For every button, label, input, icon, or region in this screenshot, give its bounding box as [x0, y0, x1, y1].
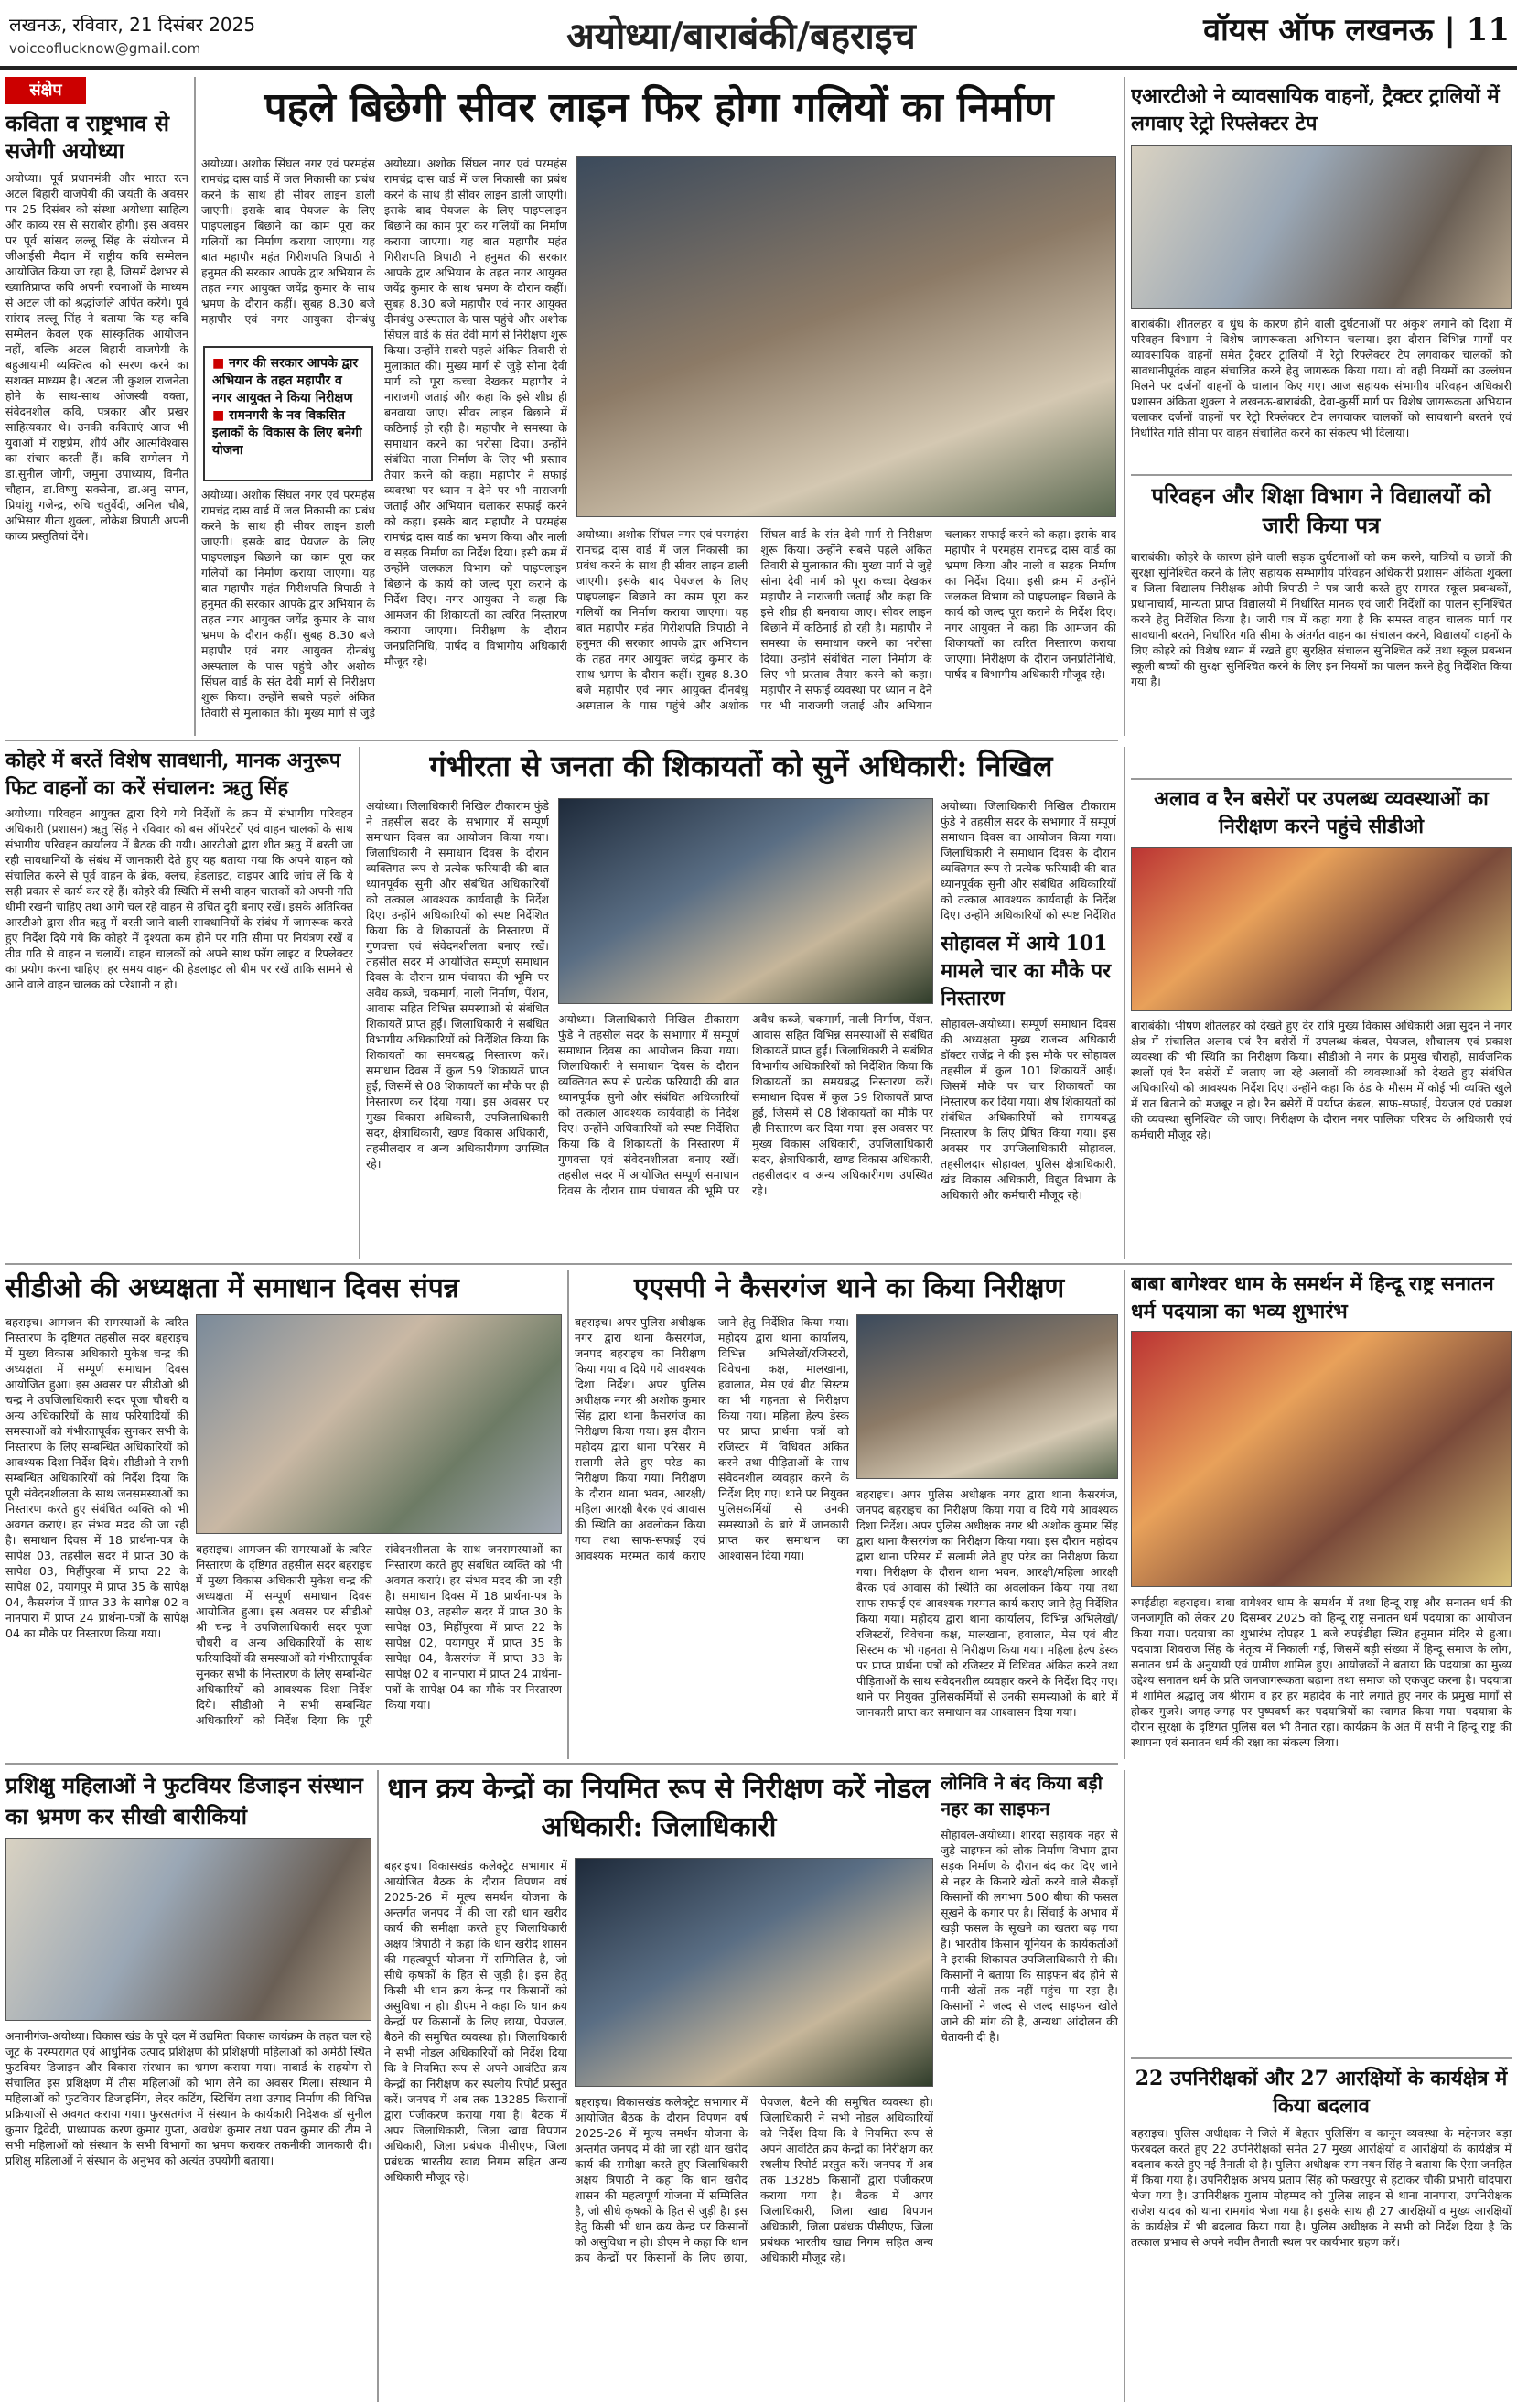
- s9-body-b: बहराइच। आमजन की समस्याओं के त्वरित निस्तारण के दृष्टिगत तहसील सदर बहराइच में मुख्य विकास अधिकारी मुकेश चन्द्र की अध्यक्षता में सम्पूर्ण समाधान दिवस आयोजित हुआ। इस अवसर पर सीडीओ श्री चन्द्र ने उपजिलाधिकारी सदर पूजा चौधरी व अन्य अधिकारियों के साथ फरियादियों की समस्याओं को गंभीरतापूर्वक सुनकर सभी के निस्तारण के लिए सम्बन्धित अधिकारियों को आवश्यक दिशा निर्देश दिये। सीडीओ ने सभी सम्बन्धित अधिकारियों को निर्देश दिया कि पूरी संवेदनशीलता के साथ जनसमस्याओं का निस्तारण करते हुए संबंधित व्यक्ति को भी अवगत कराएं। हर संभव मदद की जा रही है। समाधान दिवस में 18 प्रार्थना-पत्र के सापेक्ष 03, तहसील सदर में प्राप्त 30 के सापेक्ष 03, मिहींपुरवा में प्राप्त 22 के सापेक्ष 02, पयागपुर में प्राप्त 35 के सापेक्ष 04, कैसरगंज में प्राप्त 33 के सापेक्ष 02 व नानपारा में प्राप्त 24 प्रार्थना-पत्रों के सापेक्ष 04 का मौके पर निस्तारण किया गया।: [196, 1542, 562, 1727]
- masthead-dateline: [9, 13, 284, 60]
- s14-headline: धान क्रय केन्द्रों का नियमित रूप से निरीक्षण करें नोडल अधिकारी: जिलाधिकारी: [387, 1773, 931, 1843]
- divider: [1124, 1770, 1125, 2402]
- s2-highlight-1: ■ नगर की सरकार आपके द्वार अभियान के तहत महापौर व नगर आयुक्त ने किया निरीक्षण: [212, 355, 364, 407]
- police-station-photo: [856, 1314, 1118, 1479]
- s2-body-a: अयोध्या। अशोक सिंघल नगर एवं परमहंस रामचंद्र दास वार्ड में जल निकासी का प्रबंध करने के साथ ही सीवर लाइन डाली जाएगी। इसके बाद पेयजल के लिए पाइपलाइन बिछाने का काम पूरा कर गलियों का निर्माण कराया जाएगा। यह बात महापौर महंत गिरीशपति त्रिपाठी ने हनुमत की सरकार आपके द्वार अभियान के तहत नगर आयुक्त जयेंद्र कुमार के साथ भ्रमण के दौरान कहीं। सुबह 8.30 बजे महापौर एवं नगर आयुक्त दीनबंधु: [201, 157, 375, 326]
- s2-headline: पहले बिछेगी सीवर लाइन फिर होगा गलियों का निर्माण: [264, 84, 1054, 131]
- paddy-meeting-photo: [575, 1858, 933, 2087]
- s6-body-a: अयोध्या। जिलाधिकारी निखिल टीकाराम फुंडे ने तहसील सदर के सभागार में सम्पूर्ण समाधान दिवस का आयोजन किया गया। जिलाधिकारी ने समाधान दिवस के दौरान व्यक्तिगत रूप से प्रत्येक फरियादी की बात ध्यानपूर्वक सुनी और संबंधित अधिकारियों को तत्काल आवश्यक कार्यवाही के निर्देश दिए। उन्होंने अधिकारियों को स्पष्ट निर्देशित किया कि वे शिकायतों के निस्तारण में गुणवत्ता एवं संवेदनशीलता बनाए रखें। तहसील सदर में आयोजित सम्पूर्ण समाधान दिवस के दौरान ग्राम पंचायत की भूमि पर अवैध कब्जे, चकमार्ग, नाली निर्माण, पेंशन, आवास सहित विभिन्न समस्याओं से संबंधित शिकायतें प्राप्त हुईं। जिलाधिकारी ने सबंधित विभागीय अधिकारियों को निर्देशित किया कि शिकायतों का समयबद्ध निस्तारण करें। समाधान दिवस में कुल 59 शिकायतें प्राप्त हुईं, जिसमें से 08 शिकायतों का मौके पर ही निस्तारण कर दिया गया। इस अवसर पर मुख्य विकास अधिकारी, उपजिलाधिकारी सदर, क्षेत्राधिकारी, खण्ड विकास अधिकारी, तहसीलदार व अन्य अधिकारीगण उपस्थित रहे।: [366, 799, 549, 1171]
- s4-body: बाराबंकी। कोहरे के कारण होने वाली सड़क दुर्घटनाओं को कम करने, यात्रियों व छात्रों की सुरक्षा सुनिश्चित करने के लिए सहायक सम्भागीय परिवहन अधिकारी प्रशासन अंकिता शुक्ला व जिला विद्यालय निरीक्षक ओपी त्रिपाठी ने पत्र जारी करते हुए समस्त स्कूल प्रबन्धकों, प्रधानाचार्य, मान्यता प्राप्त विद्यालयों में निर्धारित मानक एवं जारी निर्देशों का पालन सुनिश्चित करने हेतु निर्देशित किया है। जारी पत्र में कहा गया है कि समस्त वाहन चालक मार्ग पर सावधानी बरतने, निर्धारित गति सीमा के अंतर्गत वाहन का संचालन करने, विद्यालयों वाहनों के लिए कोहरे को विशेष ध्यान में रखते हुए सुरक्षित संचालन सुनिश्चित करें तथा स्कूल प्रबन्धन स्कूली बच्चों की सुरक्षा सुनिश्चित करने के लिए इन नियमों का पालन करने हेतु निर्देशित किया गया है।: [1131, 550, 1512, 688]
- s2-highlight-box: [203, 346, 373, 481]
- s6-headline: गंभीरता से जनता की शिकायतों को सुनें अधिकारी: निखिल: [429, 749, 1053, 783]
- divider: [377, 1770, 379, 2402]
- s15-headline: 22 उपनिरीक्षकों और 27 आरक्षियों के कार्यक्षेत्र में किया बदलाव: [1135, 2067, 1508, 2118]
- divider: [359, 747, 360, 1259]
- divider: [1124, 747, 1125, 1259]
- divider: [1124, 1270, 1125, 1759]
- s2-highlight-2: ■ रामनगरी के नव विकसित इलाकों के विकास के लिए बनेगी योजना: [212, 407, 364, 459]
- s13-body: अमानीगंज-अयोध्या। विकास खंड के पूरे दल में उद्यमिता विकास कार्यक्रम के तहत चल रहे जूट के परम्परागत एवं आधुनिक उत्पाद प्रशिक्षण की प्रशिक्षणी महिलाओं को अमेठी स्थित फुटवियर डिजाइन और विकास संस्थान का भ्रमण कराया गया। नाबार्ड के सहयोग से संचालित इस प्रशिक्षण में तीस महिलाओं को भाग लेने का अवसर मिला। संस्थान में महिलाओं को फुटवियर डिजाइनिंग, लेदर कटिंग, स्टिचिंग तथा उत्पाद निर्माण की विभिन्न प्रक्रियाओं से अवगत कराया गया। फुरसतगंज में संस्थान के कार्यकारी निदेशक डॉ सुनील कुमार द्विवेदी, प्राध्यापक करण कुमार गुप्ता, अवधेश कुमार तथा पवन कुमार की टीम ने सभी महिलाओं को संस्थान के सभी विभागों का भ्रमण कराकर तकनीकी जानकारी दी। प्रशिक्षु महिलाओं ने संस्थान के अनुभव को अत्यंत उपयोगी बताया।: [5, 2029, 371, 2167]
- divider: [5, 1263, 1512, 1265]
- vehicle-photo: [1131, 145, 1512, 309]
- s15-body: बहराइच। पुलिस अधीक्षक ने जिले में बेहतर पुलिसिंग व कानून व्यवस्था के मद्देनजर बड़ा फेरबदल करते हुए 22 उपनिरीक्षकों समेत 27 मुख्य आरक्षियों व आरक्षियों के कार्यक्षेत्र में बदलाव करते हुए नई तैनाती दी है। पुलिस अधीक्षक राम नयन सिंह ने बताया कि ऐसा जनहित में किया गया है। उपनिरीक्षक अभय प्रताप सिंह को फखरपुर से हटाकर चौकी प्रभारी चांदपारा भेजा गया है। उपनिरीक्षक गुलाम मोहम्मद को पुलिस लाइन से थाना नानपारा, उपनिरीक्षक राजेश यादव को थाना रामगांव भेजा गया है। इसके साथ ही 27 आरक्षियों व मुख्य आरक्षियों के कार्यक्षेत्र में भी बदलाव किया गया है। पुलिस अधीक्षक ने सभी को निर्देश दिया है कि तत्काल प्रभाव से अपने नवीन तैनाती स्थल पर कार्यभार ग्रहण करें।: [1131, 2126, 1512, 2249]
- brand-name: वॉयस ऑफ लखनऊ: [1203, 12, 1434, 49]
- email-address: voiceoflucknow@gmail.com: [9, 40, 201, 57]
- s7-headline: सोहावल में आये 101 मामले चार का मौके पर निस्तारण: [941, 932, 1112, 1010]
- section-title: अयोध्या/बाराबंकी/बहराइच: [566, 15, 916, 58]
- divider: [567, 1270, 569, 1759]
- s5-headline: कोहरे में बरतें विशेष सावधानी, मानक अनुरूप फिट वाहनों का करें संचालन: ऋतु सिंह: [5, 749, 341, 800]
- s2-body-c: अयोध्या। अशोक सिंघल नगर एवं परमहंस रामचंद्र दास वार्ड में जल निकासी का प्रबंध करने के साथ ही सीवर लाइन डाली जाएगी। इसके बाद पेयजल के लिए पाइपलाइन बिछाने का काम पूरा कर गलियों का निर्माण कराया जाएगा। यह बात महापौर महंत गिरीशपति त्रिपाठी ने हनुमत की सरकार आपके द्वार अभियान के तहत नगर आयुक्त जयेंद्र कुमार के साथ भ्रमण के दौरान कहीं। सुबह 8.30 बजे महापौर एवं नगर आयुक्त दीनबंधु अस्पताल के पास पहुंचे और अशोक सिंघल वार्ड के संत देवी मार्ग से निरीक्षण शुरू किया। उन्होंने सबसे पहले अंकित तिवारी से मुलाकात की। मुख्य मार्ग से जुड़े सोना देवी मार्ग को पूरा कच्चा देखकर महापौर ने नाराजगी जताई और कहा कि इसे शीघ्र ही बनवाया जाए। सीवर लाइन बिछाने में कठिनाई हो रही है। महापौर ने समस्या के समाधान करने का भरोसा दिया। उन्होंने संबंधित नाला निर्माण के लिए भी प्रस्ताव तैयार करने को कहा। महापौर ने सफाई व्यवस्था पर ध्यान न देने पर भी नाराजगी जताई और अभियान चलाकर सफाई करने को कहा। इसके बाद महापौर ने परमहंस रामचंद्र दास वार्ड का भ्रमण किया और नाली व सड़क निर्माण का निर्देश दिया। इसी क्रम में उन्होंने जलकल विभाग को पाइपलाइन बिछाने के कार्य को जल्द पूरा कराने के निर्देश दिए। नगर आयुक्त ने कहा कि आमजन की शिकायतों का त्वरित निस्तारण कराया जाएगा। निरीक्षण के दौरान जनप्रतिनिधि, पार्षद व विभागीय अधिकारी मौजूद रहे।: [384, 157, 567, 668]
- divider: [5, 740, 1118, 741]
- inspection-photo: [576, 156, 1116, 517]
- s10-body-b: बहराइच। अपर पुलिस अधीक्षक नगर द्वारा थाना कैसरगंज, जनपद बहराइच का निरीक्षण किया गया व दिये गये आवश्यक दिशा निर्देश। अपर पुलिस अधीक्षक नगर श्री अशोक कुमार सिंह द्वारा थाना कैसरगंज का निरीक्षण किया गया। इस दौरान महोदय द्वारा थाना परिसर में सलामी लेते हुए परेड का निरीक्षण किया गया। निरीक्षण के दौरान थाना भवन, आरक्षी/महिला आरक्षी बैरक एवं आवास की स्थिति का अवलोकन किया गया तथा साफ-सफाई एवं आवश्यक मरम्मत कार्य कराए जाने हेतु निर्देशित किया गया। महोदय द्वारा थाना कार्यालय, विभिन्न अभिलेखों/रजिस्टरों, विवेचना कक्ष, मालखाना, हवालात, मेस एवं बीट सिस्टम का भी गहनता से निरीक्षण किया गया। महिला हेल्प डेस्क पर प्राप्त प्रार्थना पत्रों को रजिस्टर में विधिवत अंकित करने तथा पीड़िताओं के साथ संवेदनशील व्यवहार करने के निर्देश दिए गए। थाने पर नियुक्त पुलिसकर्मियों से उनकी समस्याओं के बारे में जानकारी प्राप्त कर समाधान का आश्वासन दिया गया।: [856, 1487, 1118, 1719]
- s9-headline: सीडीओ की अध्यक्षता में समाधान दिवस संपन्न: [5, 1272, 459, 1304]
- divider: [5, 1763, 1118, 1765]
- training-women-photo: [5, 1838, 371, 2021]
- s2-body-b: अयोध्या। अशोक सिंघल नगर एवं परमहंस रामचंद्र दास वार्ड में जल निकासी का प्रबंध करने के साथ ही सीवर लाइन डाली जाएगी। इसके बाद पेयजल के लिए पाइपलाइन बिछाने का काम पूरा कर गलियों का निर्माण कराया जाएगा। यह बात महापौर महंत गिरीशपति त्रिपाठी ने हनुमत की सरकार आपके द्वार अभियान के तहत नगर आयुक्त जयेंद्र कुमार के साथ भ्रमण के दौरान कहीं। सुबह 8.30 बजे महापौर एवं नगर आयुक्त दीनबंधु अस्पताल के पास पहुंचे और अशोक सिंघल वार्ड के संत देवी मार्ग से निरीक्षण शुरू किया। उन्होंने सबसे पहले अंकित तिवारी से मुलाकात की। मुख्य मार्ग से जुड़े: [201, 488, 375, 719]
- s1-body: अयोध्या। पूर्व प्रधानमंत्री और भारत रत्न अटल बिहारी वाजपेयी की जयंती के अवसर पर 25 दिसंबर को संस्था अयोध्या साहित्य और काव्य रस से सराबोर होगी। इस अवसर पर पूर्व सांसद लल्लू सिंह के संयोजन में जीआईसी मैदान में राष्ट्रीय कवि सम्मेलन आयोजित किया जा रहा है, जिसमें देशभर से ख्यातिप्राप्त कवि अपनी रचनाओं के माध्यम से अटल जी को श्रद्धांजलि अर्पित करेंगे। पूर्व सांसद लल्लू सिंह ने बताया कि यह कवि सम्मेलन केवल एक सांस्कृतिक आयोजन नहीं, बल्कि अटल बिहारी वाजपेयी के बहुआयामी व्यक्तित्व को स्मरण करने का सशक्त माध्यम है। अटल जी कुशल राजनेता होने के साथ-साथ ओजस्वी वक्ता, संवेदनशील कवि, पत्रकार और प्रखर साहित्यकार थे। उनकी कविताएं आज भी युवाओं में राष्ट्रप्रेम, शौर्य और आत्मविश्वास का संचार करती हैं। कवि सम्मेलन में डा.सुनील जोगी, जमुना उपाध्याय, विनीत चौहान, डा.विष्णु सक्सेना, डा.अनु सपन, प्रियांशु गजेन्द्र, रुचि चतुर्वेदी, अनिल चौबे, अभिसार गीता शुक्ला, लोकेश त्रिपाठी अपनी काव्य प्रस्तुतियां देंगे।: [5, 171, 188, 543]
- meeting-photo: [558, 798, 933, 1004]
- s10-headline: एएसपी ने कैसरगंज थाने का किया निरीक्षण: [633, 1272, 1065, 1304]
- samadhan-diwas-photo: [196, 1314, 562, 1534]
- page-number: 11: [1466, 12, 1510, 49]
- s8-body: बाराबंकी। भीषण शीतलहर को देखते हुए देर रात्रि मुख्य विकास अधिकारी अन्ना सुदन ने नगर क्षेत्र में संचालित अलाव एवं रैन बसेरों में उपलब्ध कंबल, पेयजल, शौचालय एवं प्रकाश व्यवस्था की भी स्थिति का निरीक्षण किया। सीडीओ ने नगर के प्रमुख चौराहों, सार्वजनिक स्थलों एवं रैन बसेरों में जलाए जा रहे अलावों की व्यवस्थाओं को देखते हुए संबंधित अधिकारियों को आवश्यक निर्देश दिए। उन्होंने कहा कि ठंड के मौसम में कोई भी व्यक्ति खुले में रात बिताने को मजबूर न हो। रैन बसेरों में पर्याप्त कंबल, साफ-सफाई, पेयजल एवं प्रकाश की व्यवस्था सुनिश्चित की जाए। निरीक्षण के दौरान नगर पालिका परिषद के अधिकारी एवं कर्मचारी मौजूद रहे।: [1131, 1019, 1512, 1141]
- divider: [1131, 2057, 1512, 2059]
- s13-headline: प्रशिक्षु महिलाओं ने फुटवियर डिजाइन संस्थान का भ्रमण कर सीखी बारीकियां: [5, 1772, 363, 1830]
- padyatra-photo: [1131, 1331, 1512, 1587]
- s14-body-b: बहराइच। विकासखंड कलेक्ट्रेट सभागार में आयोजित बैठक के दौरान विपणन वर्ष 2025-26 में मूल्य समर्थन योजना के अन्तर्गत जनपद में की जा रही धान खरीद कार्य की समीक्षा करते हुए जिलाधिकारी अक्षय त्रिपाठी ने कहा कि धान खरीद शासन की महत्वपूर्ण योजना में सम्मिलित है, जो सीधे कृषकों के हित से जुड़ी है। इस हेतु किसी भी धान क्रय केन्द्र पर किसानों को असुविधा न हो। डीएम ने कहा कि धान क्रय केन्द्रों पर किसानों के लिए छाया, पेयजल, बैठने की समुचित व्यवस्था हो। जिलाधिकारी ने सभी नोडल अधिकारियों को निर्देश दिया कि वे नियमित रूप से अपने आवंटित क्रय केन्द्रों का निरीक्षण कर स्थलीय रिपोर्ट प्रस्तुत करें। जनपद में अब तक 13285 किसानों द्वारा पंजीकरण कराया गया है। बैठक में अपर जिलाधिकारी, जिला खाद्य विपणन अधिकारी, जिला प्रबंधक पीसीएफ, जिला प्रबंधक भारतीय खाद्य निगम सहित अन्य अधिकारी मौजूद रहे।: [575, 2095, 933, 2264]
- s6-body-b: अयोध्या। जिलाधिकारी निखिल टीकाराम फुंडे ने तहसील सदर के सभागार में सम्पूर्ण समाधान दिवस का आयोजन किया गया। जिलाधिकारी ने समाधान दिवस के दौरान व्यक्तिगत रूप से प्रत्येक फरियादी की बात ध्यानपूर्वक सुनी और संबंधित अधिकारियों को तत्काल आवश्यक कार्यवाही के निर्देश दिए। उन्होंने अधिकारियों को स्पष्ट निर्देशित किया कि वे शिकायतों के निस्तारण में गुणवत्ता एवं संवेदनशीलता बनाए रखें। तहसील सदर में आयोजित सम्पूर्ण समाधान दिवस के दौरान ग्राम पंचायत की भूमि पर अवैध कब्जे, चकमार्ग, नाली निर्माण, पेंशन, आवास सहित विभिन्न समस्याओं से संबंधित शिकायतें प्राप्त हुईं। जिलाधिकारी ने सबंधित विभागीय अधिकारियों को निर्देशित किया कि शिकायतों का समयबद्ध निस्तारण करें। समाधान दिवस में कुल 59 शिकायतें प्राप्त हुईं, जिसमें से 08 शिकायतों का मौके पर ही निस्तारण कर दिया गया। इस अवसर पर मुख्य विकास अधिकारी, उपजिलाधिकारी सदर, क्षेत्राधिकारी, खण्ड विकास अधिकारी, तहसीलदार व अन्य अधिकारीगण उपस्थित रहे।: [558, 1012, 933, 1197]
- s11-headline: लोनिवि ने बंद किया बड़ी नहर का साइफन: [941, 1772, 1103, 1819]
- s3-headline: एआरटीओ ने व्यावसायिक वाहनों, ट्रैक्टर ट्रालियों में लगवाए रेट्रो रिफ्लेक्टर टेप: [1131, 84, 1500, 135]
- divider: [1124, 77, 1125, 736]
- divider: [1131, 778, 1512, 780]
- header-rule: [0, 66, 1517, 70]
- s10-body-a: बहराइच। अपर पुलिस अधीक्षक नगर द्वारा थाना कैसरगंज, जनपद बहराइच का निरीक्षण किया गया व दिये गये आवश्यक दिशा निर्देश। अपर पुलिस अधीक्षक नगर श्री अशोक कुमार सिंह द्वारा थाना कैसरगंज का निरीक्षण किया गया। इस दौरान महोदय द्वारा थाना परिसर में सलामी लेते हुए परेड का निरीक्षण किया गया। निरीक्षण के दौरान थाना भवन, आरक्षी/महिला आरक्षी बैरक एवं आवास की स्थिति का अवलोकन किया गया तथा साफ-सफाई एवं आवश्यक मरम्मत कार्य कराए जाने हेतु निर्देशित किया गया। महोदय द्वारा थाना कार्यालय, विभिन्न अभिलेखों/रजिस्टरों, विवेचना कक्ष, मालखाना, हवालात, मेस एवं बीट सिस्टम का भी गहनता से निरीक्षण किया गया। महिला हेल्प डेस्क पर प्राप्त प्रार्थना पत्रों को रजिस्टर में विधिवत अंकित करने तथा पीड़िताओं के साथ संवेदनशील व्यवहार करने के निर्देश दिए गए। थाने पर नियुक्त पुलिसकर्मियों से उनकी समस्याओं के बारे में जानकारी प्राप्त कर समाधान का आश्वासन दिया गया।: [575, 1315, 849, 1562]
- dateline: लखनऊ, रविवार, 21 दिसंबर 2025: [9, 14, 256, 36]
- section-tag: संक्षेप: [5, 77, 86, 104]
- s2-body-d: अयोध्या। अशोक सिंघल नगर एवं परमहंस रामचंद्र दास वार्ड में जल निकासी का प्रबंध करने के साथ ही सीवर लाइन डाली जाएगी। इसके बाद पेयजल के लिए पाइपलाइन बिछाने का काम पूरा कर गलियों का निर्माण कराया जाएगा। यह बात महापौर महंत गिरीशपति त्रिपाठी ने हनुमत की सरकार आपके द्वार अभियान के तहत नगर आयुक्त जयेंद्र कुमार के साथ भ्रमण के दौरान कहीं। सुबह 8.30 बजे महापौर एवं नगर आयुक्त दीनबंधु अस्पताल के पास पहुंचे और अशोक सिंघल वार्ड के संत देवी मार्ग से निरीक्षण शुरू किया। उन्होंने सबसे पहले अंकित तिवारी से मुलाकात की। मुख्य मार्ग से जुड़े सोना देवी मार्ग को पूरा कच्चा देखकर महापौर ने नाराजगी जताई और कहा कि इसे शीघ्र ही बनवाया जाए। सीवर लाइन बिछाने में कठिनाई हो रही है। महापौर ने समस्या के समाधान करने का भरोसा दिया। उन्होंने संबंधित नाला निर्माण के लिए भी प्रस्ताव तैयार करने को कहा। महापौर ने सफाई व्यवस्था पर ध्यान न देने पर भी नाराजगी जताई और अभियान चलाकर सफाई करने को कहा। इसके बाद महापौर ने परमहंस रामचंद्र दास वार्ड का भ्रमण किया और नाली व सड़क निर्माण का निर्देश दिया। इसी क्रम में उन्होंने जलकल विभाग को पाइपलाइन बिछाने के कार्य को जल्द पूरा कराने के निर्देश दिए। नगर आयुक्त ने कहा कि आमजन की शिकायतों का त्वरित निस्तारण कराया जाएगा। निरीक्षण के दौरान जनप्रतिनिधि, पार्षद व विभागीय अधिकारी मौजूद रहे।: [576, 527, 1116, 712]
- divider: [1131, 474, 1512, 476]
- s5-body: अयोध्या। परिवहन आयुक्त द्वारा दिये गये निर्देशों के क्रम में संभागीय परिवहन अधिकारी (प्रशासन) ऋतु सिंह ने रविवार को बस ऑपरेटरों एवं वाहन चालकों के साथ संभागीय परिवहन कार्यालय में बैठक की गयी। आरटीओ द्वारा शीत ऋतु में बरती जा रही सावधानियों के संबंध में जानकारी देते हुए यह बताया गया कि अपने वाहन को संचालित करने से पूर्व वाहन के ब्रेक, क्लच, हेडलाइट, वाइपर आदि जांच लें कि ये सही प्रकार से कार्य कर रहे हैं। कोहरे की स्थिति में सभी वाहन चालकों को अपनी गति धीमी रखनी चाहिए तथा आगे चल रहे वाहन से उचित दूरी बनाए रखें। इसके अतिरिक्त आरटीओ द्वारा शीत ऋतु में बरती जाने वाली सावधानियों के संबंध में जागरूक करते हुए निर्देश दिये गये कि कोहरे में दृश्यता कम होने पर गति सीमा पर नियंत्रण रखें व तीव्र गति से वाहन न चलायें। वाहन चालकों को अपने साथ फॉग लाइट व रिफ्लेक्टर का प्रयोग करना चाहिए। हर समय वाहन की हेडलाइट लो बीम पर रखें ताकि सामने से आने वाले वाहन चालक को परेशानी न हो।: [5, 806, 353, 991]
- s3-body: बाराबंकी। शीतलहर व धुंध के कारण होने वाली दुर्घटनाओं पर अंकुश लगाने को दिशा में परिवहन विभाग ने विशेष जागरूकता अभियान चलाया। इस दौरान विभिन्न मार्गों पर व्यावसायिक वाहनों समेत ट्रैक्टर ट्रालियों में रेट्रो रिफ्लेक्टर टेप लगवाकर चालकों को सावधानीपूर्वक वाहन संचालित करने हेतु जागरूक किया गया। वो वही नियमों का उल्लंघन मिलने पर दर्जनों वाहनों के चालान किए गए। आज सहायक संभागीय परिवहन अधिकारी प्रशासन अंकिता शुक्ला ने लखनऊ-बाराबंकी, देवा-कुर्सी मार्ग पर विशेष जागरूकता अभियान चलाकर दर्जनों वाहनों पर रेट्रो रिफ्लेक्टर टेप लगवाकर चालकों को सावधानी बरतने एवं निर्धारित गति सीमा पर वाहन संचालित करने का संकल्प भी दिलाया।: [1131, 317, 1512, 439]
- divider: [194, 77, 196, 736]
- s6-body-c: अयोध्या। जिलाधिकारी निखिल टीकाराम फुंडे ने तहसील सदर के सभागार में सम्पूर्ण समाधान दिवस का आयोजन किया गया। जिलाधिकारी ने समाधान दिवस के दौरान व्यक्तिगत रूप से प्रत्येक फरियादी की बात ध्यानपूर्वक सुनी और संबंधित अधिकारियों को तत्काल आवश्यक कार्यवाही के निर्देश दिए। उन्होंने अधिकारियों को स्पष्ट निर्देशित: [941, 799, 1116, 922]
- s14-body-a: बहराइच। विकासखंड कलेक्ट्रेट सभागार में आयोजित बैठक के दौरान विपणन वर्ष 2025-26 में मूल्य समर्थन योजना के अन्तर्गत जनपद में की जा रही धान खरीद कार्य की समीक्षा करते हुए जिलाधिकारी अक्षय त्रिपाठी ने कहा कि धान खरीद शासन की महत्वपूर्ण योजना में सम्मिलित है, जो सीधे कृषकों के हित से जुड़ी है। इस हेतु किसी भी धान क्रय केन्द्र पर किसानों को असुविधा न हो। डीएम ने कहा कि धान क्रय केन्द्रों पर किसानों के लिए छाया, पेयजल, बैठने की समुचित व्यवस्था हो। जिलाधिकारी ने सभी नोडल अधिकारियों को निर्देश दिया कि वे नियमित रूप से अपने आवंटित क्रय केन्द्रों का निरीक्षण कर स्थलीय रिपोर्ट प्रस्तुत करें। जनपद में अब तक 13285 किसानों द्वारा पंजीकरण कराया गया है। बैठक में अपर जिलाधिकारी, जिला खाद्य विपणन अधिकारी, जिला प्रबंधक पीसीएफ, जिला प्रबंधक भारतीय खाद्य निगम सहित अन्य अधिकारी मौजूद रहे।: [384, 1859, 567, 2184]
- s4-headline: परिवहन और शिक्षा विभाग ने विद्यालयों को जारी किया पत्र: [1151, 482, 1491, 538]
- bonfire-inspection-photo: [1131, 847, 1512, 1011]
- s1-headline: कविता व राष्ट्रभाव से सजेगी अयोध्या: [5, 110, 170, 164]
- s12-body: रुपईडीहा बहराइच। बाबा बागेश्वर धाम के समर्थन में तथा हिन्दू राष्ट्र और सनातन धर्म की जनजागृति को लेकर 20 दिसम्बर 2025 को हिन्दू राष्ट्र सनातन धर्म पदयात्रा का आयोजन किया गया। पदयात्रा का शुभारंभ दोपहर 1 बजे रुपईडीहा स्थित हनुमान मंदिर से हुआ। पदयात्रा शिवराज सिंह के नेतृत्व में निकाली गई, जिसमें बड़ी संख्या में हिन्दू समाज के लोग, सनातन धर्म के अनुयायी एवं ग्रामीण शामिल हुए। आयोजकों ने बताया कि पदयात्रा का मुख्य उद्देश्य सनातन धर्म के प्रति जनजागरूकता बढ़ाना तथा समाज को एकजुट करना है। पदयात्रा में शामिल श्रद्धालु जय श्रीराम व हर हर महादेव के नारे लगाते हुए नगर के प्रमुख मार्गों से होकर गुजरे। जगह-जगह पर पुष्पवर्षा कर पदयात्रियों का स्वागत किया गया। पदयात्रा के दौरान सुरक्षा के दृष्टिगत पुलिस बल भी तैनात रहा। कार्यक्रम के अंत में सभी ने हिन्दू राष्ट्र की स्थापना एवं सनातन धर्म की रक्षा का संकल्प लिया।: [1131, 1595, 1512, 1749]
- s11-body: सोहावल-अयोध्या। शारदा सहायक नहर से जुड़े साइफन को लोक निर्माण विभाग द्वारा सड़क निर्माण के दौरान बंद कर दिए जाने से नहर के किनारे खेतों करने वाले सैकड़ों किसानों की लगभग 500 बीघा की फसल सूखने के कगार पर है। सिंचाई के अभाव में खड़ी फसल के सूखने का खतरा बढ़ गया है। भारतीय किसान यूनियन के कार्यकर्ताओं ने इसकी शिकायत उपजिलाधिकारी से की। किसानों ने बताया कि साइफन बंद होने से पानी खेतों तक नहीं पहुंच पा रहा है। किसानों ने जल्द से जल्द साइफन खोले जाने की मांग की है, अन्यथा आंदोलन की चेतावनी दी है।: [941, 1828, 1118, 2044]
- s9-body-a: बहराइच। आमजन की समस्याओं के त्वरित निस्तारण के दृष्टिगत तहसील सदर बहराइच में मुख्य विकास अधिकारी मुकेश चन्द्र की अध्यक्षता में सम्पूर्ण समाधान दिवस आयोजित हुआ। इस अवसर पर सीडीओ श्री चन्द्र ने उपजिलाधिकारी सदर पूजा चौधरी व अन्य अधिकारियों के साथ फरियादियों की समस्याओं को गंभीरतापूर्वक सुनकर सभी के निस्तारण के लिए सम्बन्धित अधिकारियों को आवश्यक दिशा निर्देश दिये। सीडीओ ने सभी सम्बन्धित अधिकारियों को निर्देश दिया कि पूरी संवेदनशीलता के साथ जनसमस्याओं का निस्तारण करते हुए संबंधित व्यक्ति को भी अवगत कराएं। हर संभव मदद की जा रही है। समाधान दिवस में 18 प्रार्थना-पत्र के सापेक्ष 03, तहसील सदर में प्राप्त 30 के सापेक्ष 03, मिहींपुरवा में प्राप्त 22 के सापेक्ष 02, पयागपुर में प्राप्त 35 के सापेक्ष 04, कैसरगंज में प्राप्त 33 के सापेक्ष 02 व नानपारा में प्राप्त 24 प्रार्थना-पत्रों के सापेक्ष 04 का मौके पर निस्तारण किया गया।: [5, 1315, 188, 1640]
- s12-headline: बाबा बागेश्वर धाम के समर्थन में हिन्दू राष्ट्र सनातन धर्म पदयात्रा का भव्य शुभारंभ: [1131, 1272, 1494, 1323]
- s8-headline: अलाव व रैन बसेरों पर उपलब्ध व्यवस्थाओं का निरीक्षण करने पहुंचे सीडीओ: [1154, 787, 1489, 838]
- s7-body: सोहावल-अयोध्या। सम्पूर्ण समाधान दिवस की अध्यक्षता मुख्य राजस्व अधिकारी डॉक्टर राजेंद्र ने की इस मौके पर सोहावल तहसील में कुल 101 शिकायतें आई। जिसमें मौके पर चार शिकायतों का निस्तारण कर दिया गया। शेष शिकायतों को संबंधित अधिकारियों को समयबद्ध निस्तारण के लिए प्रेषित किया गया। इस अवसर पर उपजिलाधिकारी सोहावल, तहसीलदार सोहावल, पुलिस क्षेत्राधिकारी, खंड विकास अधिकारी, विद्युत विभाग के अधिकारी और कर्मचारी मौजूद रहे।: [941, 1017, 1116, 1202]
- masthead-brand: वॉयस ऑफ लखनऊ | 11: [1203, 12, 1510, 49]
